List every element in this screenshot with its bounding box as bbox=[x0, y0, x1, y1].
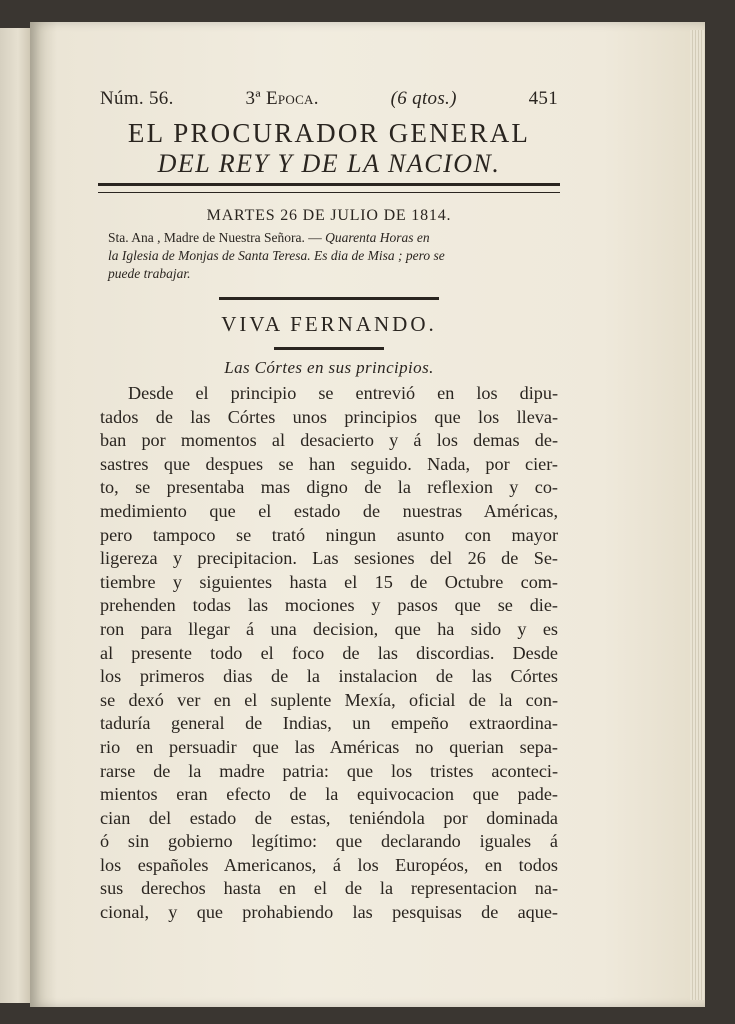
epoch-label: 3ª Epoca. bbox=[245, 88, 319, 109]
price-label: (6 qtos.) bbox=[390, 88, 457, 109]
short-divider-rule bbox=[274, 347, 384, 350]
body-line: ligereza y precipitacion. Las sesiones del 26 de Se- bbox=[100, 548, 558, 569]
page-stack-edge bbox=[690, 30, 704, 1000]
body-line: los primeros dias de la instalacion de las Córtes bbox=[100, 666, 558, 687]
masthead-rule bbox=[98, 183, 560, 193]
facing-page-edge bbox=[0, 28, 30, 1003]
body-line: tados de las Córtes unos principios que los lleva- bbox=[100, 406, 558, 427]
body-line: rio en persuadir que las Américas no querian sepa- bbox=[100, 736, 558, 757]
saint-of-day bbox=[108, 229, 558, 283]
page-number: 451 bbox=[528, 88, 558, 109]
viva-heading: VIVA FERNANDO. bbox=[221, 312, 437, 336]
body-line: taduría general de Indias, un empeño extraordina- bbox=[100, 713, 558, 734]
body-line: prehenden todas las mociones y pasos que se die- bbox=[100, 595, 558, 616]
page-content bbox=[100, 88, 558, 925]
article-body bbox=[100, 382, 558, 925]
body-line: medimiento que el estado de nuestras Américas, bbox=[100, 500, 558, 521]
body-line: rarse de la madre patria: que los tristes aconteci- bbox=[100, 760, 558, 781]
body-line: mientos eran efecto de la equivocacion que pade- bbox=[100, 784, 558, 805]
body-line: ban por momentos al desacierto y á los demas de- bbox=[100, 430, 558, 451]
masthead-subtitle: DEL REY Y DE LA NACION. bbox=[157, 149, 501, 178]
section-title: Las Córtes en sus principios. bbox=[224, 358, 434, 377]
saint-line1-italic: Quarenta Horas en bbox=[325, 230, 430, 245]
saint-line3: puede trabajar. bbox=[108, 266, 191, 281]
body-line: to, se presentaba mas digno de la reflexion y co- bbox=[100, 477, 558, 498]
body-line: al presente todo el foco de las discordias. Desde bbox=[100, 642, 558, 663]
body-line: los españoles Americanos, á los Européos, en todos bbox=[100, 854, 558, 875]
divider-rule bbox=[219, 297, 439, 300]
body-line: pero tampoco se trató ningun asunto con mayor bbox=[100, 524, 558, 545]
issue-number: Núm. 56. bbox=[100, 88, 174, 109]
body-line: sus derechos hasta en el de la representacion na- bbox=[100, 878, 558, 899]
body-line: ó sin gobierno legítimo: que declarando iguales á bbox=[100, 831, 558, 852]
issue-date: MARTES 26 DE JULIO DE 1814. bbox=[206, 207, 452, 224]
running-header bbox=[100, 88, 558, 112]
body-line: se dexó ver en el suplente Mexía, oficial de la con- bbox=[100, 689, 558, 710]
saint-line1: Sta. Ana , Madre de Nuestra Señora. — bbox=[108, 230, 326, 245]
body-line: tiembre y siguientes hasta el 15 de Octubre com- bbox=[100, 571, 558, 592]
body-line: cian del estado de estas, teniéndola por dominada bbox=[100, 807, 558, 828]
body-line: Desde el principio se entrevió en los dipu- bbox=[128, 383, 558, 403]
body-line: sastres que despues se han seguido. Nada, por cier- bbox=[100, 453, 558, 474]
saint-line2: la Iglesia de Monjas de Santa Teresa. Es dia de Misa ; pero se bbox=[108, 248, 445, 263]
masthead-title: EL PROCURADOR GENERAL bbox=[127, 118, 531, 148]
body-line: ron para llegar á una decision, que ha sido y es bbox=[100, 618, 558, 639]
body-line: cional, y que prohabiendo las pesquisas de aque- bbox=[100, 902, 558, 923]
